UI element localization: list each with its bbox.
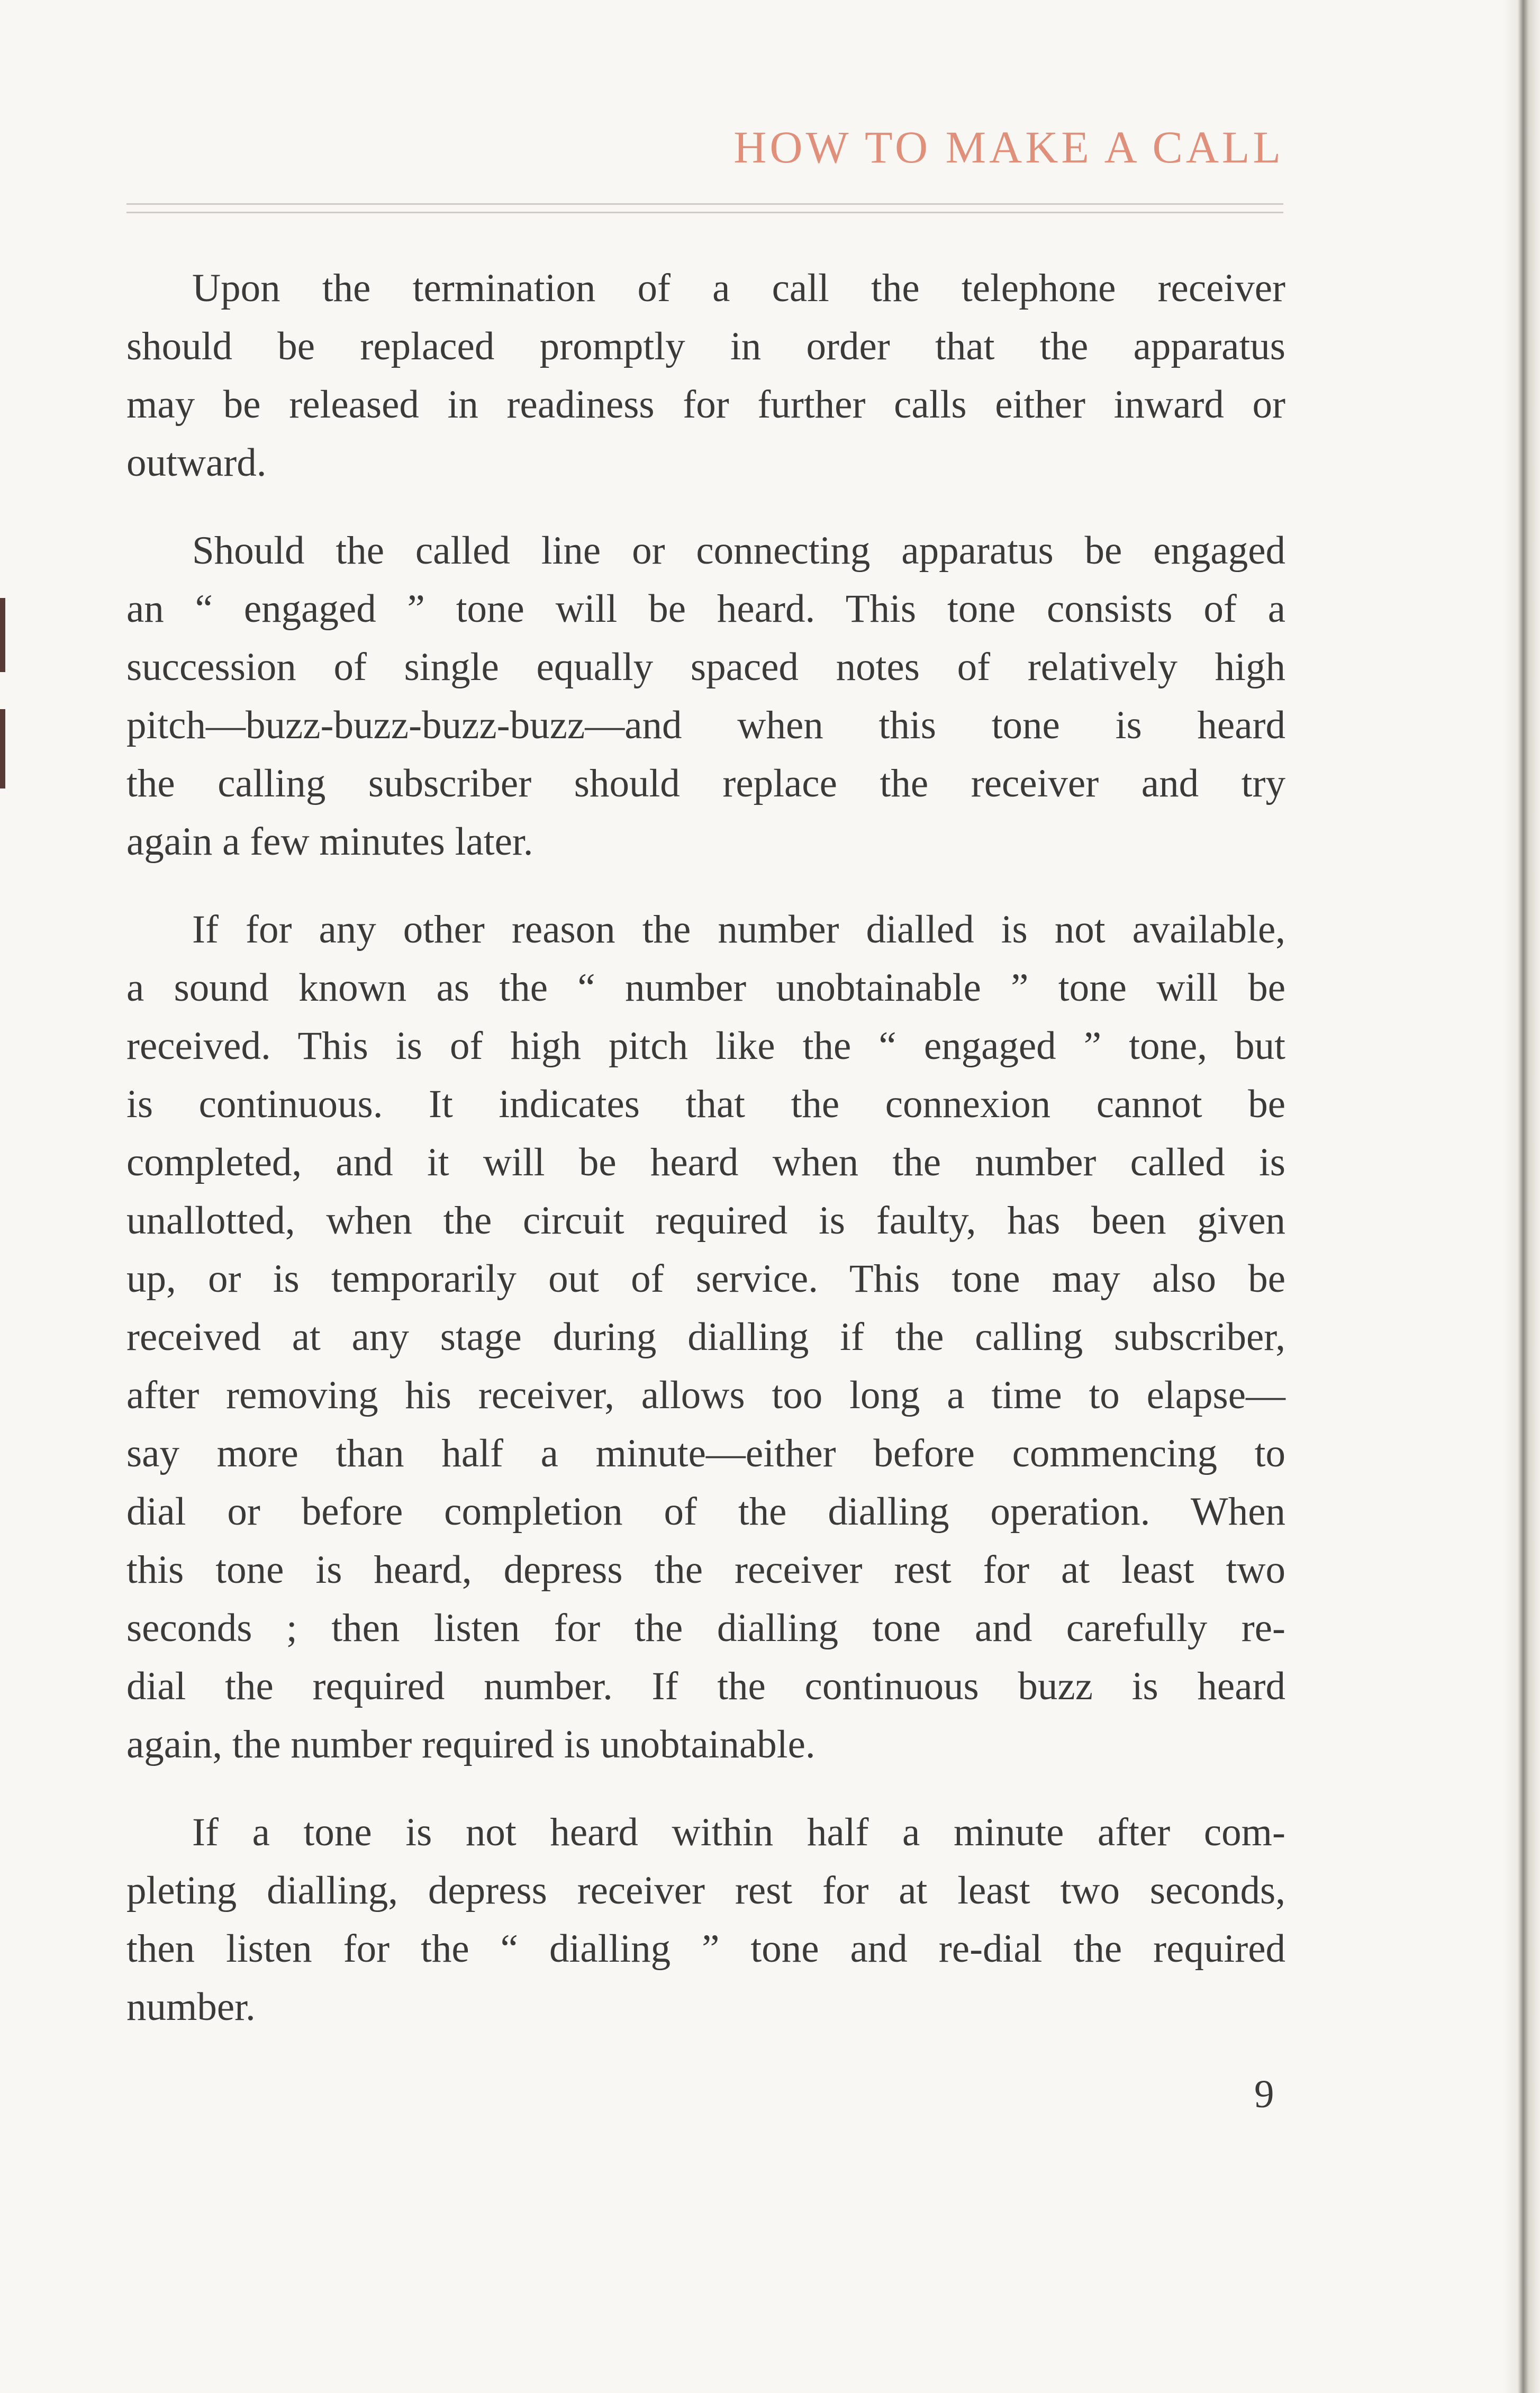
text-line: completed, and it will be heard when the number called is — [126, 1140, 1285, 1184]
text-line: up, or is temporarily out of service. This tone may also be — [126, 1257, 1285, 1301]
text-line: this tone is heard, depress the receiver rest for at least two — [126, 1548, 1285, 1592]
text-line: pleting dialling, depress receiver rest for at least two seconds, — [126, 1869, 1285, 1912]
binding-mark — [0, 709, 5, 788]
text-line: outward. — [126, 441, 267, 485]
text-line: say more than half a minute—either before commencing to — [126, 1431, 1285, 1475]
page-number: 9 — [1254, 2072, 1274, 2116]
header-rule — [126, 212, 1283, 213]
paragraph — [126, 259, 1285, 492]
text-line: again a few minutes later. — [126, 820, 533, 864]
text-line: Should the called line or connecting apparatus be engaged — [192, 529, 1285, 573]
text-line: If a tone is not heard within half a minute after com- — [192, 1810, 1285, 1854]
text-line: dial or before completion of the dialling operation. When — [126, 1490, 1285, 1534]
paragraph — [126, 1803, 1285, 2036]
header-rule — [126, 203, 1283, 205]
text-line: Upon the termination of a call the telephone receiver — [192, 266, 1285, 310]
text-line: dial the required number. If the continuous buzz is heard — [126, 1664, 1285, 1708]
text-line: a sound known as the “ number unobtainable ” tone will be — [126, 966, 1285, 1010]
text-line: after removing his receiver, allows too long a time to elapse— — [126, 1373, 1285, 1417]
text-line: should be replaced promptly in order that the apparatus — [126, 324, 1285, 368]
text-line: seconds ; then listen for the dialling tone and carefully re- — [126, 1606, 1285, 1650]
text-line: succession of single equally spaced notes of relatively high — [126, 645, 1285, 689]
text-line: an “ engaged ” tone will be heard. This tone consists of a — [126, 587, 1285, 631]
paragraph — [126, 522, 1285, 871]
text-line: unallotted, when the circuit required is faulty, has been given — [126, 1199, 1285, 1243]
text-line: is continuous. It indicates that the connexion cannot be — [126, 1082, 1285, 1126]
text-line: pitch—buzz-buzz-buzz-buzz—and when this tone is heard — [126, 703, 1285, 747]
text-line: again, the number required is unobtainable. — [126, 1723, 816, 1766]
text-line: number. — [126, 1985, 256, 2029]
binding-mark — [0, 598, 5, 672]
text-line: then listen for the “ dialling ” tone and re-dial the required — [126, 1927, 1285, 1971]
paragraph — [126, 901, 1285, 1774]
text-line: received. This is of high pitch like the “ engaged ” tone, but — [126, 1024, 1285, 1068]
text-line: the calling subscriber should replace the receiver and try — [126, 762, 1285, 805]
text-line: If for any other reason the number dialled is not available, — [192, 908, 1285, 951]
page-edge-shadow — [1503, 0, 1540, 2393]
running-header: HOW TO MAKE A CALL — [733, 122, 1284, 173]
text-line: may be released in readiness for further calls either inward or — [126, 383, 1285, 427]
body-text — [126, 259, 1285, 2066]
text-line: received at any stage during dialling if the calling subscriber, — [126, 1315, 1285, 1359]
